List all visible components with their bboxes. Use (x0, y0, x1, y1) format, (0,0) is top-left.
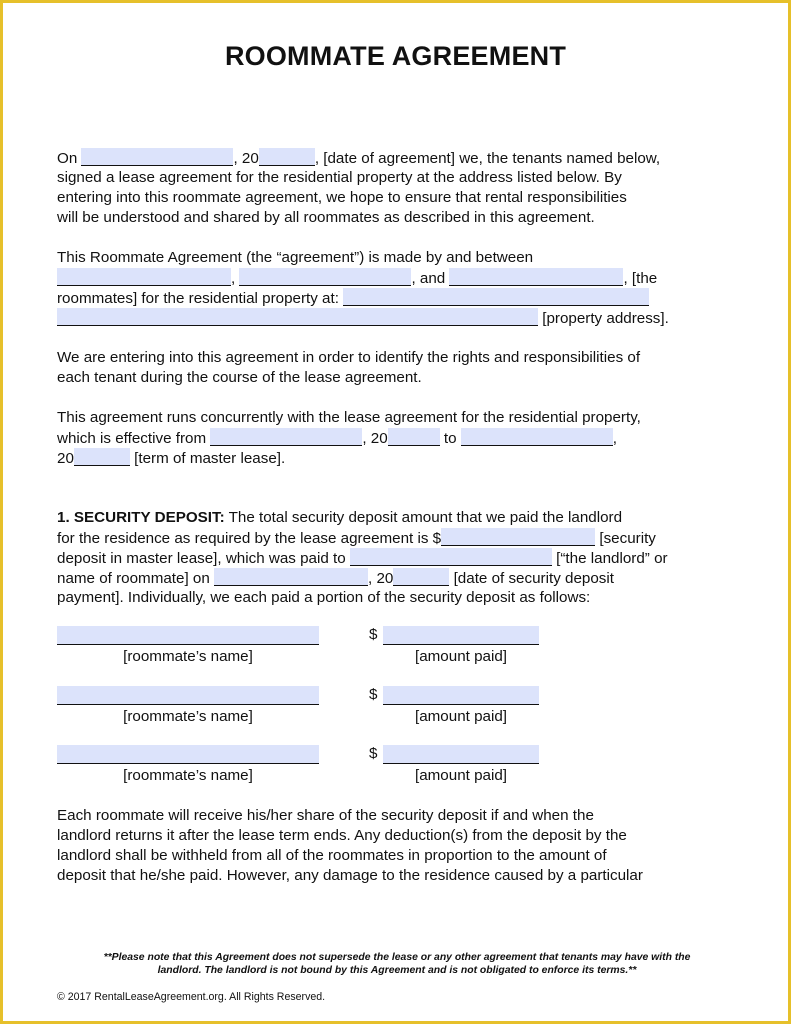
text: , 20 (233, 150, 259, 167)
dollar-sign: $ (369, 686, 378, 703)
page-title: ROOMMATE AGREEMENT (224, 41, 567, 71)
amount-paid-field[interactable] (383, 626, 539, 645)
agreement-year-field[interactable] (259, 148, 315, 166)
roommate-name-label: [roommate’s name] (123, 767, 253, 784)
text: , (231, 270, 240, 287)
text: This Roommate Agreement (the “agreement”) is made by and between (57, 249, 534, 266)
text: , 20 (368, 570, 394, 587)
parties-paragraph (57, 248, 737, 328)
text: [date of security deposit (449, 570, 614, 587)
deposit-share-row (57, 686, 737, 730)
amount-paid-field[interactable] (383, 745, 539, 764)
roommate-name-field[interactable] (57, 626, 319, 645)
roommate-name-field[interactable] (57, 686, 319, 705)
text: landlord returns it after the lease term ends. Any deduction(s) from the deposit by the (57, 827, 627, 844)
disclaimer-note (57, 951, 737, 977)
text: signed a lease agreement for the residential property at the address listed below. By (57, 169, 622, 186)
purpose-paragraph (57, 348, 737, 388)
deposit-share-row (57, 626, 737, 670)
text: , 20 (362, 430, 388, 447)
amount-paid-label: [amount paid] (414, 767, 508, 784)
property-address-field-2[interactable] (57, 308, 538, 326)
text: , [the (623, 270, 658, 287)
text: landlord. The landlord is not bound by this Agreement and is not obligated to enforce its terms.** (157, 965, 637, 976)
text: [“the landlord” or (551, 550, 668, 567)
text: **Please note that this Agreement does not supersede the lease or any other agreement that tenants may have with the (103, 952, 691, 963)
text: The total security deposit amount that we paid the landlord (224, 509, 623, 526)
security-deposit-section (57, 508, 737, 608)
deposit-return-paragraph (57, 806, 737, 886)
amount-paid-label: [amount paid] (414, 708, 508, 725)
property-address-field-1[interactable] (343, 288, 649, 306)
lease-end-year-field[interactable] (74, 448, 130, 466)
lease-end-date-field[interactable] (461, 428, 613, 446)
text: [security (595, 530, 656, 547)
text: payment]. Individually, we each paid a portion of the security deposit as follows: (57, 589, 591, 606)
paid-to-field[interactable] (350, 548, 552, 566)
deposit-share-row (57, 745, 737, 789)
text: We are entering into this agreement in order to identify the rights and responsibilities of (57, 349, 641, 366)
roommate-2-name-field[interactable] (239, 268, 411, 286)
amount-paid-label: [amount paid] (414, 648, 508, 665)
text: deposit in master lease], which was paid to (57, 550, 350, 567)
text: which is effective from (57, 430, 211, 447)
text: name of roommate] on (57, 570, 215, 587)
amount-paid-field[interactable] (383, 686, 539, 705)
copyright-text: © 2017 RentalLeaseAgreement.org. All Rights Reserved. (57, 991, 326, 1003)
roommate-name-field[interactable] (57, 745, 319, 764)
roommate-name-label: [roommate’s name] (123, 708, 253, 725)
dollar-sign: $ (369, 626, 378, 643)
deposit-amount-field[interactable] (441, 528, 595, 546)
text: On (57, 150, 82, 167)
lease-start-year-field[interactable] (388, 428, 440, 446)
dollar-sign: $ (369, 745, 378, 762)
agreement-date-field[interactable] (81, 148, 233, 166)
text: [term of master lease]. (129, 450, 286, 467)
text: each tenant during the course of the lease agreement. (57, 369, 422, 386)
roommate-3-name-field[interactable] (449, 268, 623, 286)
deposit-year-field[interactable] (393, 568, 449, 586)
section-heading: 1. SECURITY DEPOSIT: (57, 509, 225, 526)
text: for the residence as required by the lease agreement is $ (57, 530, 442, 547)
text: landlord shall be withheld from all of the roommates in proportion to the amount of (57, 847, 607, 864)
term-paragraph (57, 408, 737, 468)
roommate-1-name-field[interactable] (57, 268, 231, 286)
text: entering into this roommate agreement, we hope to ensure that rental responsibilities (57, 189, 627, 206)
text: to (439, 430, 461, 447)
roommate-name-label: [roommate’s name] (123, 648, 253, 665)
text: [property address]. (538, 310, 669, 327)
deposit-date-field[interactable] (214, 568, 368, 586)
text: , and (411, 270, 450, 287)
text: , [date of agreement] we, the tenants named below, (314, 150, 661, 167)
text: 20 (57, 450, 74, 467)
text: will be understood and shared by all roommates as described in this agreement. (57, 209, 595, 226)
text: deposit that he/she paid. However, any damage to the residence caused by a particular (57, 867, 643, 884)
text: roommates] for the residential property at: (57, 290, 344, 307)
lease-start-date-field[interactable] (210, 428, 362, 446)
text: Each roommate will receive his/her share of the security deposit if and when the (57, 807, 594, 824)
text: This agreement runs concurrently with the lease agreement for the residential property, (57, 409, 641, 426)
text: , (612, 430, 618, 447)
intro-paragraph (57, 148, 737, 228)
